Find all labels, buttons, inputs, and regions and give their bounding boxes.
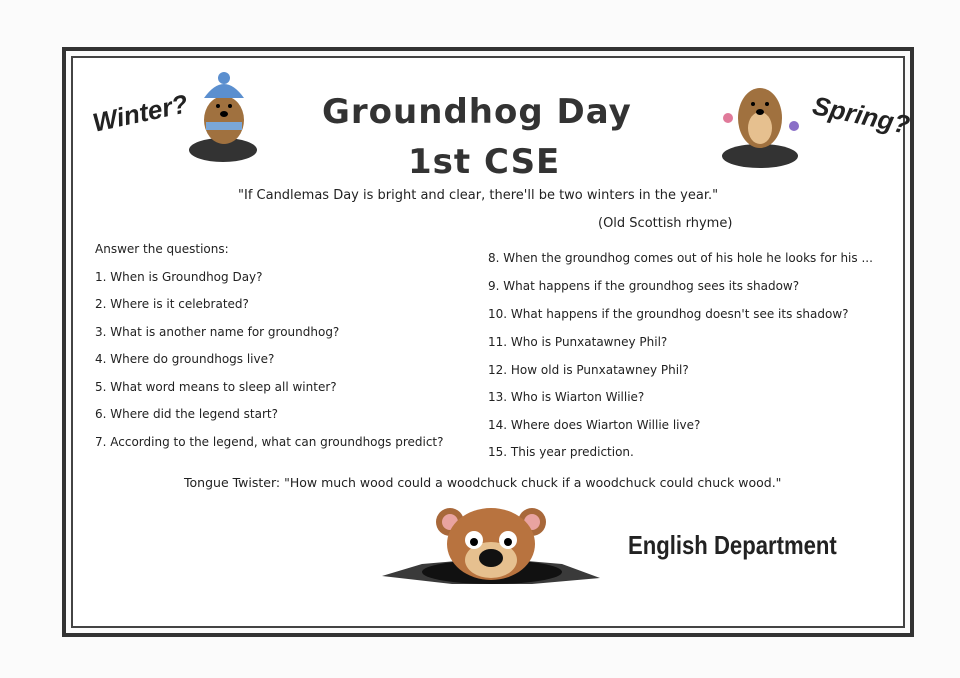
page-subtitle: 1st CSE [408,142,561,182]
question-3: 3. What is another name for groundhog? [95,325,340,339]
rhyme-quote: "If Candlemas Day is bright and clear, there'll be two winters in the year." [238,188,719,203]
question-7: 7. According to the legend, what can groundhogs predict? [95,435,444,449]
department-label: English Department [628,530,837,560]
question-4: 4. Where do groundhogs live? [95,352,275,366]
spring-groundhog-image [718,78,802,168]
question-14: 14. Where does Wiarton Willie live? [488,418,701,432]
page-title: Groundhog Day [322,92,632,132]
question-11: 11. Who is Punxatawney Phil? [488,335,668,349]
question-6: 6. Where did the legend start? [95,407,278,421]
spring-label: Spring? [810,90,913,140]
question-13: 13. Who is Wiarton Willie? [488,390,645,404]
question-15: 15. This year prediction. [488,445,634,459]
winter-groundhog-image [188,70,258,162]
instructions: Answer the questions: [95,242,229,256]
tongue-twister: Tongue Twister: "How much wood could a woodchuck chuck if a woodchuck could chuck wood." [184,475,782,490]
question-10: 10. What happens if the groundhog doesn't see its shadow? [488,307,849,321]
peeking-groundhog-image [382,500,602,592]
question-9: 9. What happens if the groundhog sees its shadow? [488,279,800,293]
rhyme-source: (Old Scottish rhyme) [598,216,733,231]
question-5: 5. What word means to sleep all winter? [95,380,337,394]
question-1: 1. When is Groundhog Day? [95,270,263,284]
winter-label: Winter? [89,88,191,138]
question-8: 8. When the groundhog comes out of his hole he looks for his ... [488,251,873,265]
question-2: 2. Where is it celebrated? [95,297,249,311]
question-12: 12. How old is Punxatawney Phil? [488,363,689,377]
